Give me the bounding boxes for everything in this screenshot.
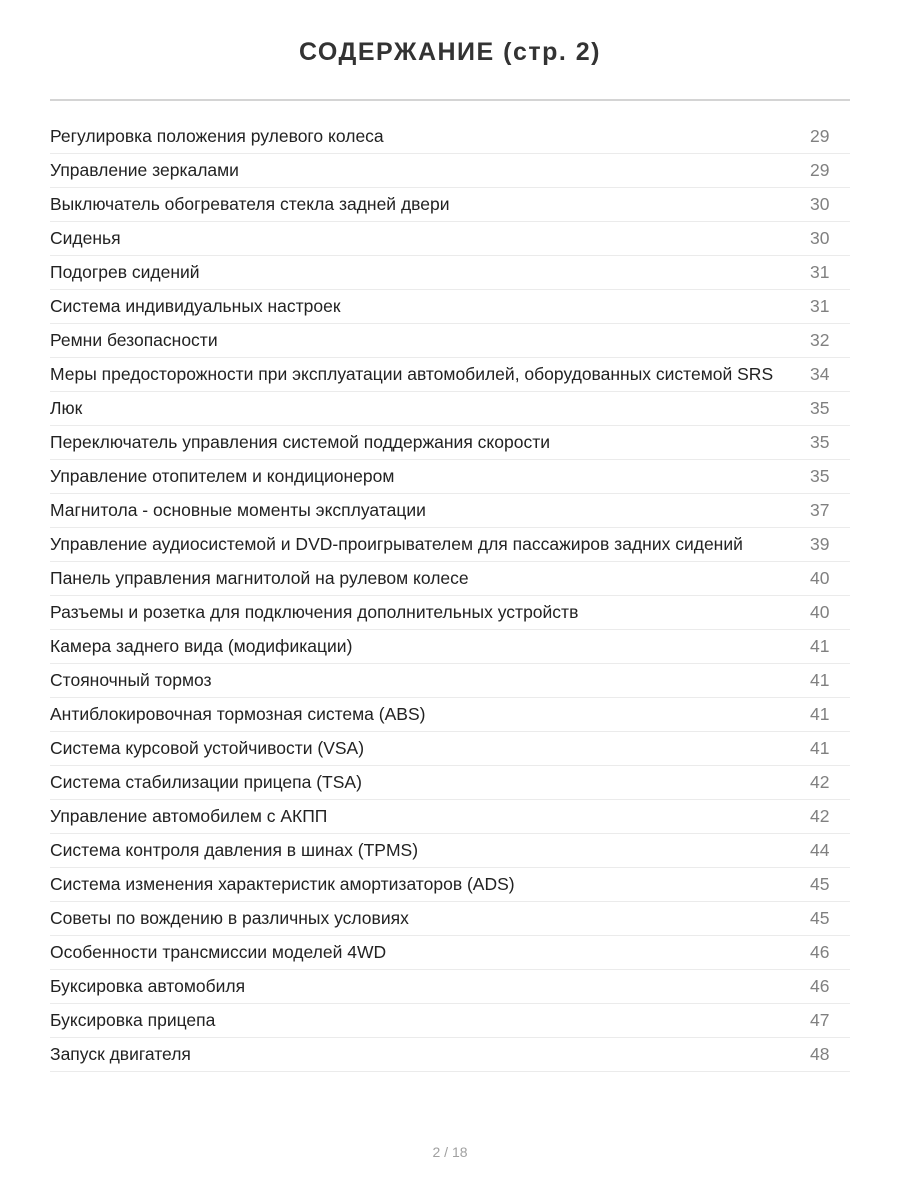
title-divider [50,99,850,101]
toc-entry-title[interactable]: Магнитола - основные моменты эксплуатации [50,500,426,520]
toc-entry-title[interactable]: Камера заднего вида (модификации) [50,636,353,656]
toc-entry[interactable] [50,188,850,222]
toc-entry-page-number: 34 [810,364,830,384]
toc-entry[interactable] [50,154,850,188]
toc-entry-page-number: 46 [810,976,830,996]
toc-entry-title[interactable]: Переключатель управления системой поддержания скорости [50,432,551,452]
toc-entry-page-number: 30 [810,194,830,214]
toc-entry[interactable] [50,970,850,1004]
toc-entry[interactable] [50,460,850,494]
toc-entry[interactable] [50,562,850,596]
toc-entry-title[interactable]: Подогрев сидений [50,262,200,282]
toc-entry[interactable] [50,698,850,732]
toc-entry-page-number: 30 [810,228,830,248]
toc-entry-page-number: 41 [810,636,830,656]
toc-entry-page-number: 40 [810,568,830,588]
toc-entry-title[interactable]: Люк [50,398,83,418]
toc-entry-page-number: 46 [810,942,830,962]
toc-entry-title[interactable]: Советы по вождению в различных условиях [50,908,409,928]
toc-entry-title[interactable]: Система индивидуальных настроек [50,296,341,316]
toc-entry-title[interactable]: Выключатель обогревателя стекла задней двери [50,194,450,214]
toc-entry[interactable] [50,630,850,664]
toc-entry-title[interactable]: Буксировка автомобиля [50,976,246,996]
toc-entry[interactable] [50,664,850,698]
toc-entry-title[interactable]: Особенности трансмиссии моделей 4WD [50,942,387,962]
toc-entry-title[interactable]: Ремни безопасности [50,330,218,350]
toc-entry[interactable] [50,596,850,630]
toc-entry[interactable] [50,936,850,970]
toc-entry-title[interactable]: Система стабилизации прицепа (TSA) [50,772,362,792]
toc-entry-page-number: 41 [810,704,830,724]
toc-entry[interactable] [50,358,850,392]
toc-entry-page-number: 40 [810,602,830,622]
toc-entry-title[interactable]: Панель управления магнитолой на рулевом колесе [50,568,469,588]
toc-entry-page-number: 31 [810,262,830,282]
toc-entry-page-number: 29 [810,126,830,146]
page-counter: 2 / 18 [432,1144,468,1160]
toc-entry-title[interactable]: Сиденья [50,228,121,248]
toc-entry-title[interactable]: Управление зеркалами [50,160,239,180]
toc-entry[interactable] [50,1038,850,1072]
toc-entry[interactable] [50,324,850,358]
toc-entry-title[interactable]: Меры предосторожности при эксплуатации автомобилей, оборудованных системой SRS [50,364,774,384]
toc-entry-title[interactable]: Буксировка прицепа [50,1010,216,1030]
toc-entry[interactable] [50,290,850,324]
toc-entry-title[interactable]: Система контроля давления в шинах (TPMS) [50,840,419,860]
toc-entry-title[interactable]: Стояночный тормоз [50,670,212,690]
toc-entry-page-number: 42 [810,806,830,826]
toc-entry[interactable] [50,868,850,902]
toc-entry[interactable] [50,732,850,766]
toc-entry-title[interactable]: Система изменения характеристик амортизаторов (ADS) [50,874,515,894]
toc-entry[interactable] [50,902,850,936]
toc-entry[interactable] [50,256,850,290]
toc-entry-page-number: 29 [810,160,830,180]
toc-entry-page-number: 42 [810,772,830,792]
toc-entry-page-number: 41 [810,738,830,758]
toc-entry-page-number: 44 [810,840,830,860]
toc-entry-title[interactable]: Управление аудиосистемой и DVD-проигрывателем для пассажиров задних сидений [50,534,743,554]
toc-entry-page-number: 47 [810,1010,830,1030]
toc-entry[interactable] [50,392,850,426]
toc-entry-title[interactable]: Разъемы и розетка для подключения дополнительных устройств [50,602,579,622]
toc-entry-page-number: 35 [810,466,830,486]
toc-entry-page-number: 45 [810,908,830,928]
toc-entry-title[interactable]: Запуск двигателя [50,1044,191,1064]
toc-entry[interactable] [50,494,850,528]
toc-entry-page-number: 41 [810,670,830,690]
toc-entry-title[interactable]: Система курсовой устойчивости (VSA) [50,738,365,758]
toc-entry-page-number: 35 [810,432,830,452]
toc-entry-page-number: 31 [810,296,830,316]
toc-entry-title[interactable]: Управление автомобилем с АКПП [50,806,328,826]
page-title: СОДЕРЖАНИЕ (стр. 2) [298,38,602,66]
toc-entry[interactable] [50,1004,850,1038]
toc-entry-title[interactable]: Управление отопителем и кондиционером [50,466,395,486]
toc-entry-page-number: 32 [810,330,830,350]
toc-entry[interactable] [50,766,850,800]
toc-entry-title[interactable]: Антиблокировочная тормозная система (ABS) [50,704,426,724]
toc-entry[interactable] [50,222,850,256]
toc-entry[interactable] [50,834,850,868]
table-of-contents [50,120,850,1072]
toc-entry-page-number: 39 [810,534,830,554]
toc-entry[interactable] [50,426,850,460]
toc-entry-page-number: 45 [810,874,830,894]
toc-entry-title[interactable]: Регулировка положения рулевого колеса [50,126,384,146]
toc-entry-page-number: 35 [810,398,830,418]
toc-entry-page-number: 48 [810,1044,830,1064]
toc-entry[interactable] [50,800,850,834]
toc-entry[interactable] [50,528,850,562]
toc-entry-page-number: 37 [810,500,830,520]
toc-entry[interactable] [50,120,850,154]
